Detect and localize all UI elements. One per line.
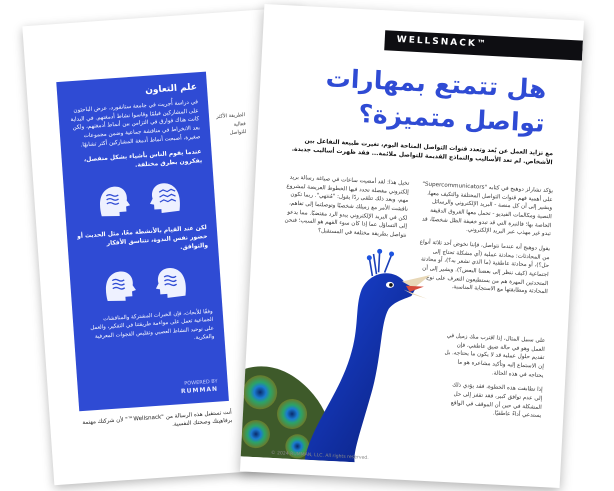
sidebar-title: علم التعاون <box>144 82 198 96</box>
head-profile-icon <box>97 263 140 306</box>
rumman-logo <box>180 378 218 396</box>
sidebar-point-together: لكن عند القيام بالأنشطة معًا، مثل الحديث أو حضور نفس الندوة، تتناسق الأفكار والتوافق. <box>76 224 209 252</box>
title-line-1: هل تتمتع بمهارات <box>325 63 548 104</box>
wellsnack-logo: WELLSNACK™ <box>384 30 583 60</box>
paragraph: يؤكد تشارلز دوهيج في كتابه "Supercommunicators" على أهمية فهم قنوات التواصل المختلفة والتكيف معها، ويشير إلى أن كل منصة - البريد الإلكتروني والرسائل النصية ومكالمات الفيديو - تحمل معها الفروق الدقيقة الخاصة بها؛ فالنبرة التي قد تبدو خفيفة الظل شخصيًا، قد تبدو غير مهذب عبر البريد الإلكتروني. <box>421 181 554 238</box>
subscription-note: أنت تستقبل هذه الرسالة من "Wellsnack™" لأن شركتك مهتمة برفاهيتك وصحتك النفسية. <box>82 409 233 428</box>
logo-name: RUMMAN <box>180 385 219 395</box>
head-profile-icon <box>145 175 188 218</box>
title-line-2: تواصل متميزة؟ <box>357 98 546 138</box>
paragraph: على سبيل المثال، إذا اقترب منك زميل في العمل وهو في حالة ضيق عاطفي، فإن تقديم حلول عملية قد لا يكون ما يحتاجه. بل إن الاستماع إليه وتأكيد مشاعره هو ما يحتاجه في هذه الحالة. <box>444 332 546 379</box>
article-lead: مع تزايد العمل عن بُعد وتعدد قنوات التواصل المتاحة اليوم، تغيرت طبيعة التفاعل بين الأشخاص. لم تعد الأساليب والنماذج القديمة للتواصل ملائمة... فقد ظهرت أساليب جديدة. <box>291 137 554 167</box>
article-column-bottom <box>441 332 546 427</box>
logo-label: POWERED BY <box>184 378 218 387</box>
copyright: © 2024 RUMMAN, LLC. All rights reserved. <box>270 450 369 462</box>
collaboration-sidebar <box>56 72 229 412</box>
front-page <box>240 4 584 488</box>
head-profile-icon <box>91 178 134 221</box>
paragraph: إذا تطابقت هذه الخطوة، فقد يؤدي ذلك إلى عدم توافق كبير، فقد تقفز إلى حل المشكلة في حين أن الموقف في الواقع يستدعي أداءً عاطفيًا. <box>450 382 543 420</box>
sidebar-intro: في دراسة أُجريت في جامعة ستانفورد، عرض الباحثون على المشاركين فيلمًا وقاسوا نشاط أدمغتهم. في البداية كانت هناك فوارق في التزامن بين أنماط أدمغتهم، ولكن بعد الانخراط في مناقشة جماعية وضمن مجموعات صغيرة، أصبحت أنماط أدمغة المشاركين أكثر تشابهًا. <box>70 99 201 149</box>
sidebar-conclusion: وفقًا للأبحاث، فإن الخبرات المشتركة والمناقشات الجماعية تعمل على مواءمة طريقتنا في التفكير، والعمل على توحيد النشاط العصبي وتقليص الفجوات المعرفية والفكرية. <box>90 309 215 341</box>
heads-aligned <box>79 258 211 307</box>
peacock-illustration <box>240 221 437 466</box>
article-column-left: تخيل هذا: لقد أمضيت ساعات في صياغة رسالة بريد إلكتروني مفصلة تحدد فيها الخطوط العريضة لمشروع مهم، وبعد ذلك تتلقى ردًا يقول: "مُنتهي". ربما تكون ناقشت الأمر مع زميلك شخصيًا وتوصلتما إلى تفاهم، لكن في البريد الإلكتروني يبدو الرد مقتضبًا. مما يدعو إلى التساؤل عما إذا كان سوء الفهم هو السبب؛ فنحن نتواصل بطريقة مختلفة في المستقبل؟ <box>284 174 410 239</box>
sidebar-point-separate: عندما يقوم الناس بأشياء بشكل منفصل، يفكرون بطرق مختلفة. <box>83 148 203 170</box>
article-title <box>284 59 547 140</box>
back-column-text: الطريقة الأكثر فعالية للتواصل <box>216 112 247 137</box>
head-profile-icon <box>151 259 194 302</box>
paragraph: يقول دوهيج أنه عندما نتواصل، فإننا نخوض أحد ثلاثة أنواع من المحادثات: محادثة عملية (أي مشكلة تحتاج إلى حل؟)، أو محادثة عاطفية (ما الذي نشعر به؟)، أو محادثة اجتماعية (كيف ننظر إلى بعضنا البعض؟). ويشير إلى أن المتحدثين المهرة هم من يستطيعون التعرف على نوع المحادثة ومطابقتها مع الاستجابة المناسبة. <box>419 239 551 296</box>
heads-diverging <box>73 173 205 222</box>
